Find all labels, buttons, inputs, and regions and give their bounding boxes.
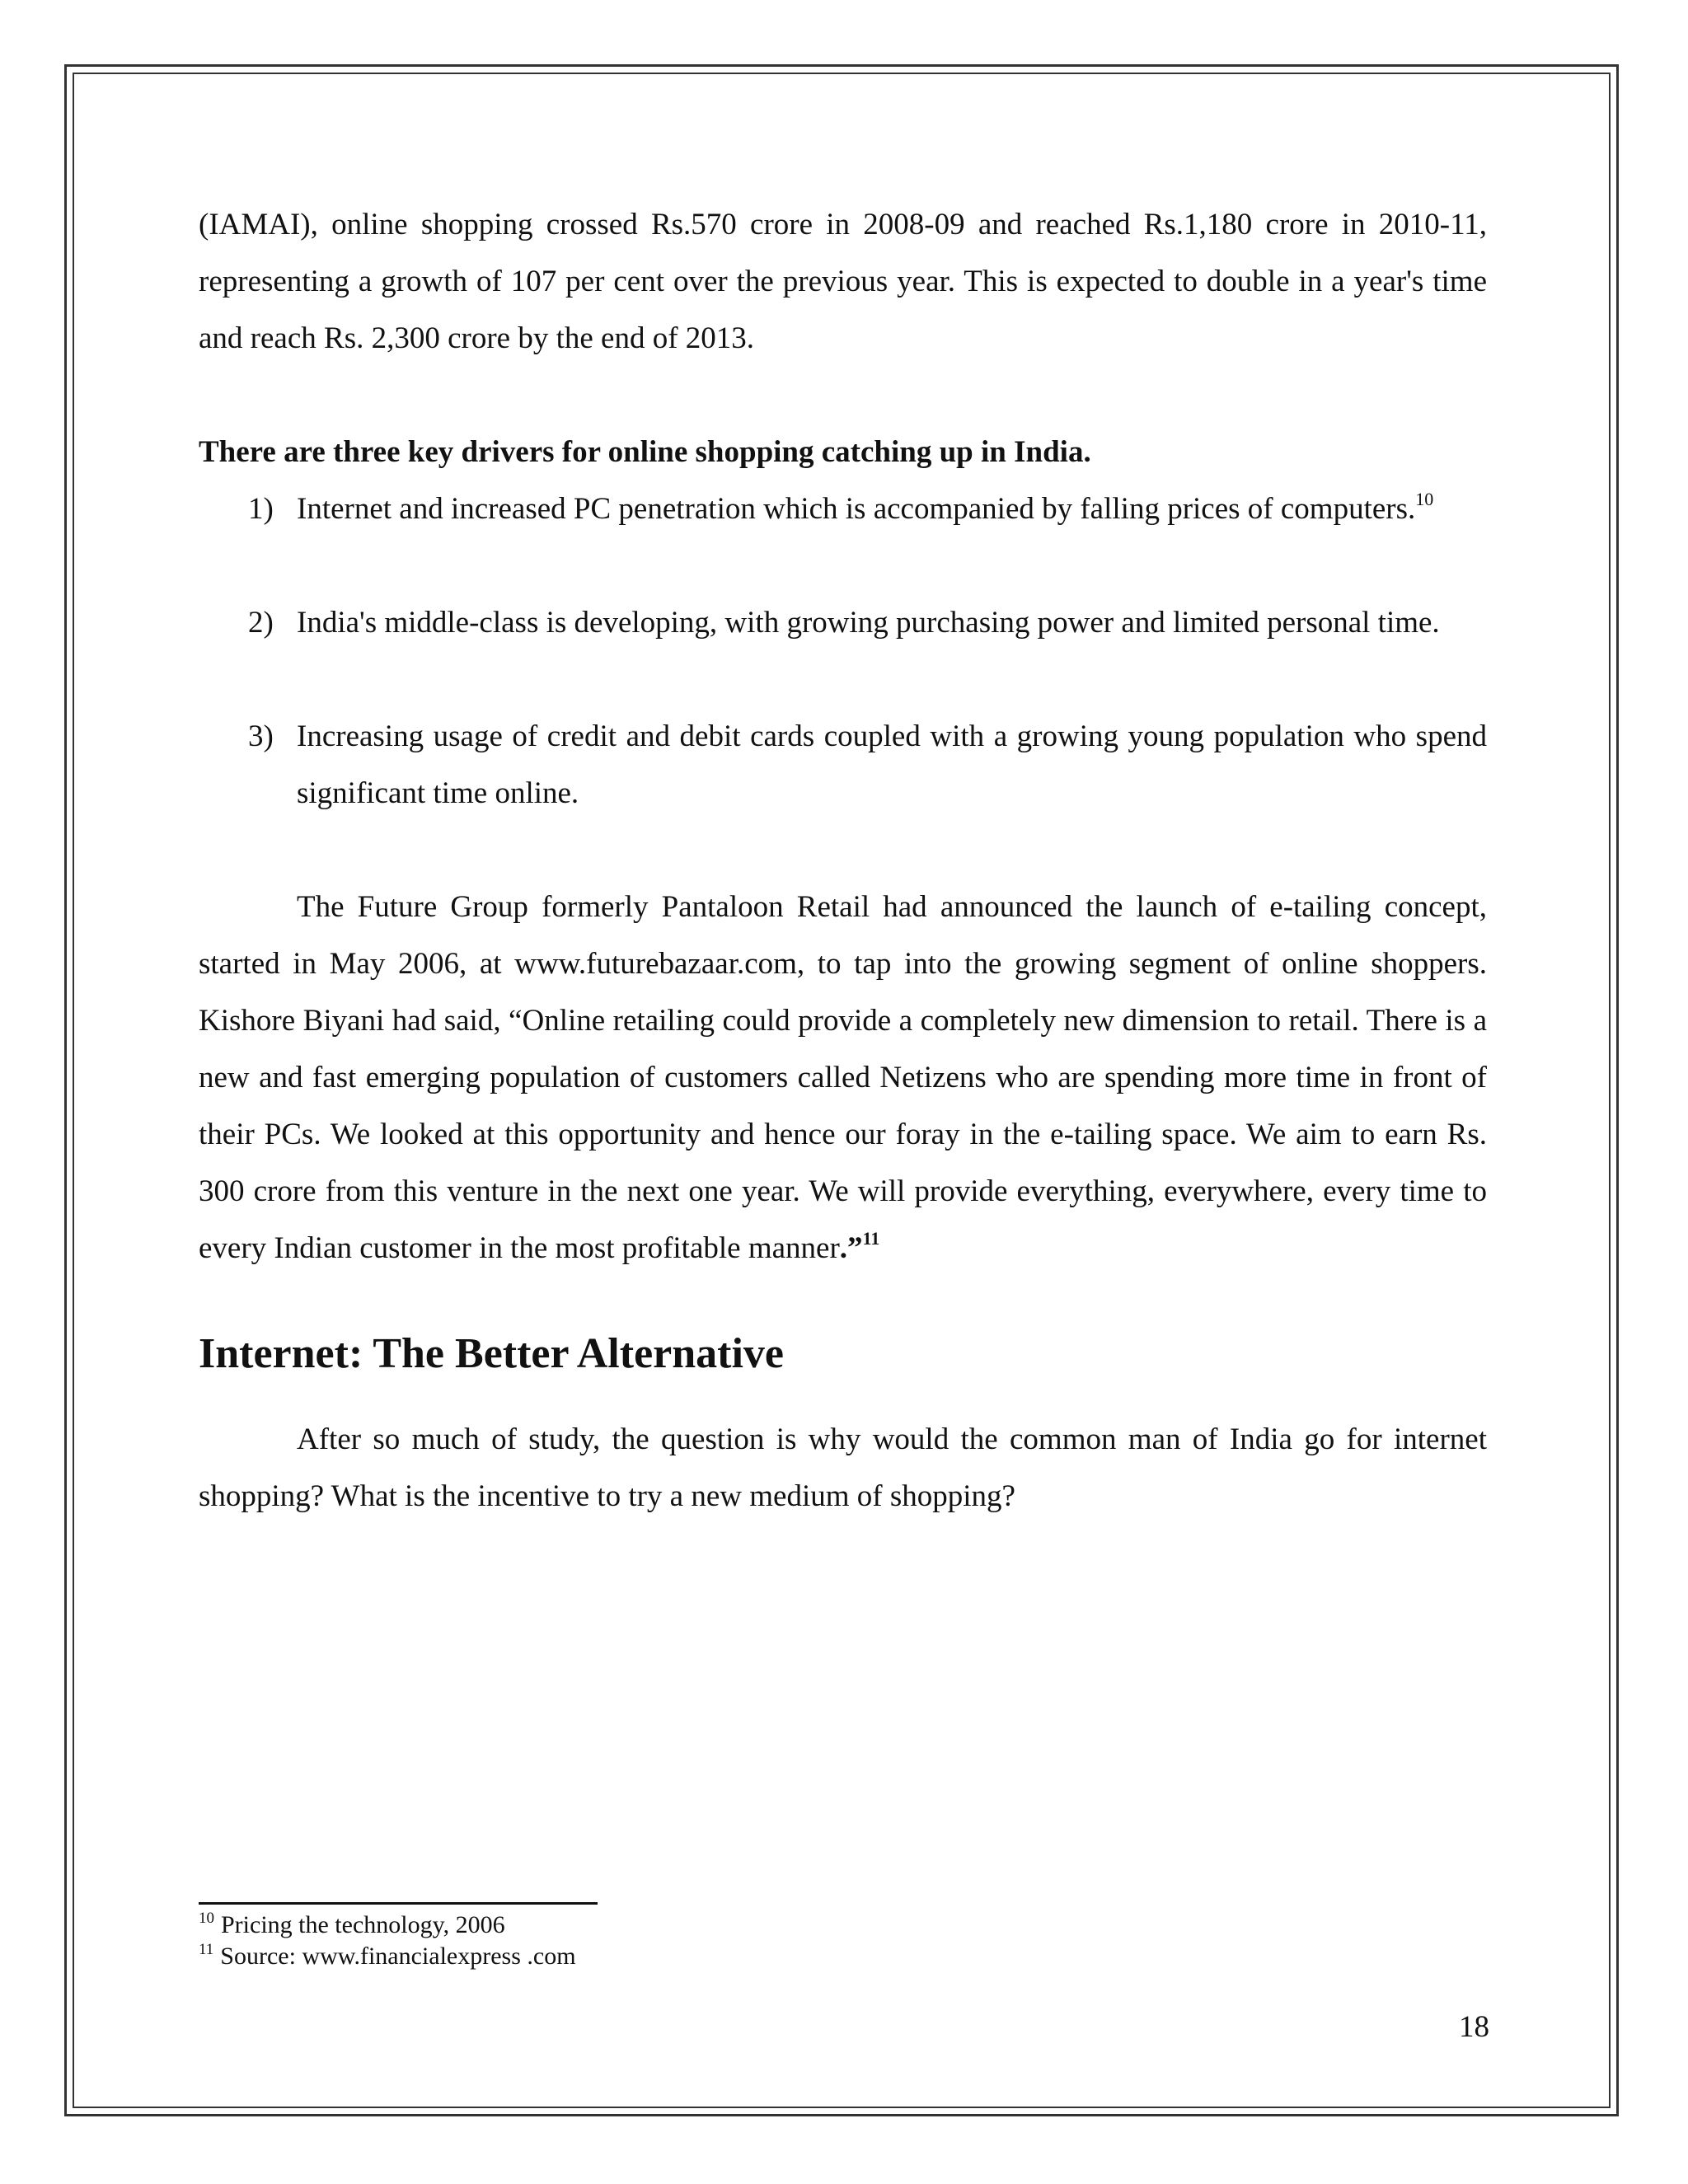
page-number: 18 (1459, 2010, 1489, 2044)
footnotes (199, 1902, 1023, 1972)
footnote (199, 1910, 1023, 1941)
quote-close: .” (839, 1231, 863, 1265)
intro-paragraph: (IAMAI), online shopping crossed Rs.570 crore in 2008-09 and reached Rs.1,180 crore in 2010-11, representing a growth of 107 per cent over the previous year. This is expected to double in a year's time and reach Rs. 2,300 crore by the end of 2013. (199, 208, 1487, 355)
list-item (199, 480, 1487, 537)
section-heading: Internet: The Better Alternative (199, 1330, 784, 1377)
footnote-number: 10 (199, 1910, 214, 1927)
list-item (199, 594, 1487, 651)
footnote-text: Pricing the technology, 2006 (221, 1911, 505, 1938)
footnote-ref: 10 (1415, 489, 1434, 509)
list-item (199, 708, 1487, 822)
footnote-rule (199, 1902, 598, 1905)
list-item-text: India's middle-class is developing, with growing purchasing power and limited personal time. (297, 606, 1440, 640)
page-content (199, 196, 1487, 1525)
footnote-ref: 11 (862, 1228, 880, 1249)
footnote-number: 11 (199, 1941, 214, 1958)
list-item-number: 2) (248, 606, 274, 640)
future-group-text: The Future Group formerly Pantaloon Retail had announced the launch of e-tailing concept, started in May 2006, at www.futurebazaar.com, to tap into the growing segment of online shoppers. Kishore Biyani had said, “Online retailing could provide a completely new dimension to retail. There is a new and fast emerging population of customers called Netizens who are spending more time in front of their PCs. We looked at this opportunity and hence our foray in the e-tailing space. We aim to earn Rs. 300 crore from this venture in the next one year. We will provide everything, everywhere, every time to every Indian customer in the most profitable manner (199, 890, 1487, 1265)
alternative-paragraph: After so much of study, the question is why would the common man of India go for internet shopping? What is the incentive to try a new medium of shopping? (199, 1422, 1487, 1513)
list-item-number: 3) (248, 719, 274, 753)
list-item-text: Increasing usage of credit and debit cards coupled with a growing young population who spend significant time online. (297, 719, 1487, 810)
list-item-text: Internet and increased PC penetration which is accompanied by falling prices of computers. (297, 492, 1416, 526)
drivers-list (199, 480, 1487, 822)
list-item-number: 1) (248, 492, 274, 526)
footnote (199, 1941, 1023, 1972)
future-group-paragraph (199, 879, 1487, 1277)
footnote-text: Source: www.financialexpress .com (220, 1943, 576, 1970)
drivers-heading: There are three key drivers for online shopping catching up in India. (199, 435, 1091, 469)
